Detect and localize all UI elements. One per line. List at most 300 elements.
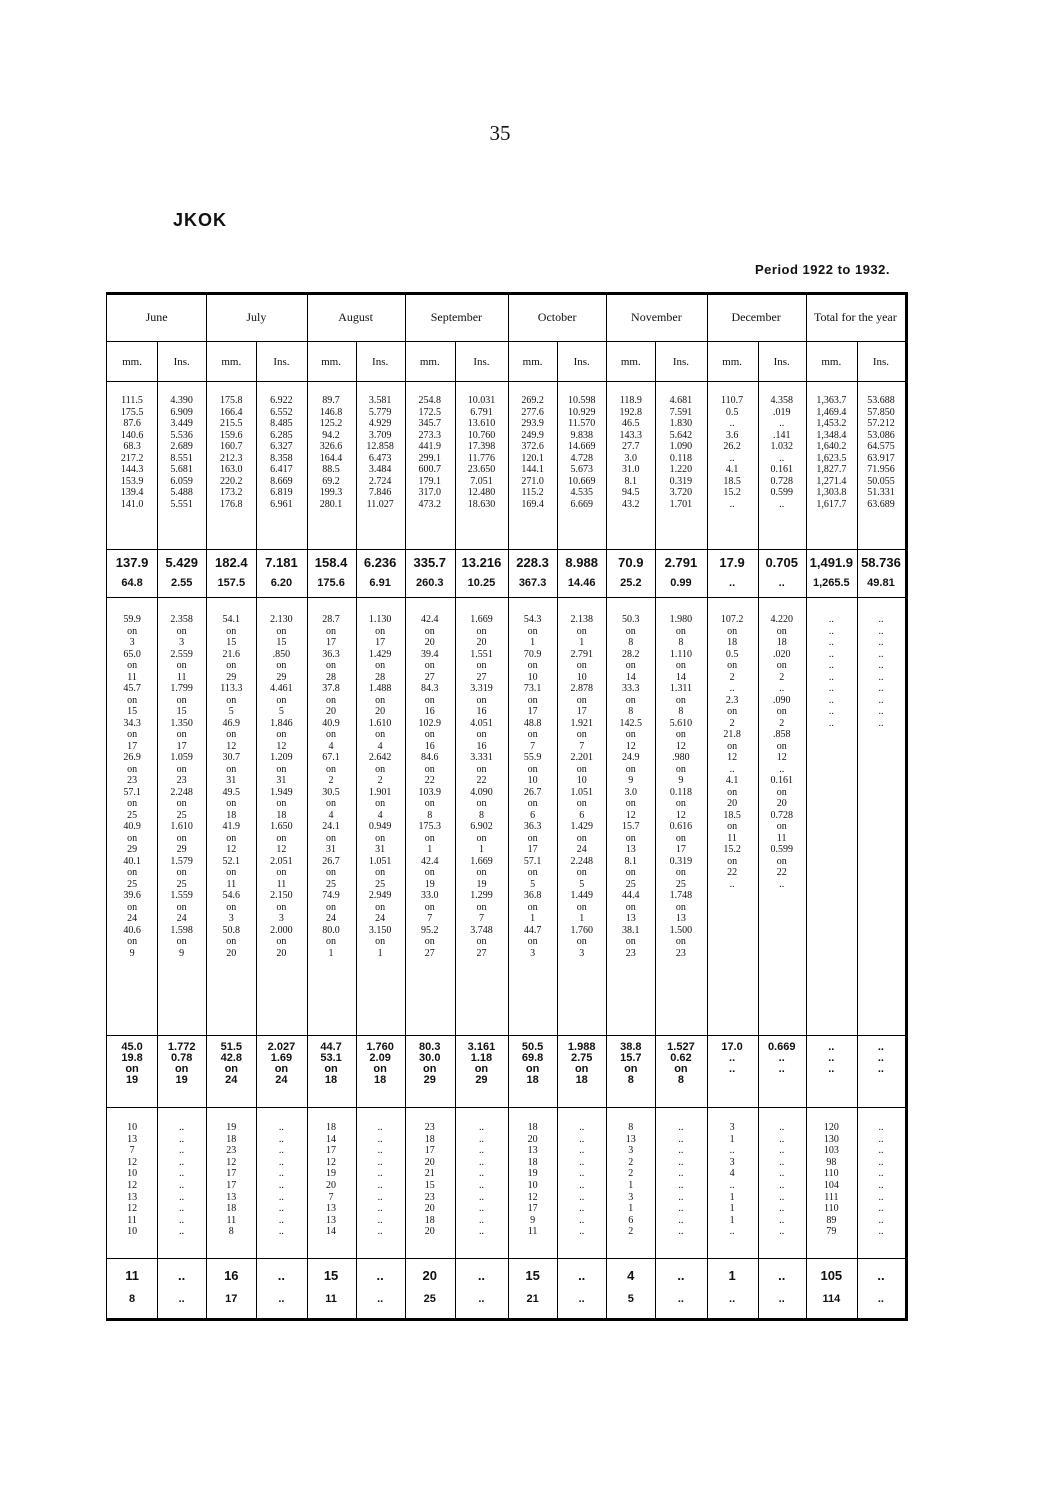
maxfall-cell-value: on bbox=[226, 832, 237, 844]
rainy-day-cell-value: 9 bbox=[530, 1214, 536, 1226]
maxfall-cell-value: on bbox=[625, 729, 636, 740]
maxmean-cell bbox=[206, 1042, 256, 1086]
maxfall-cell-value: 40.9 bbox=[123, 821, 141, 832]
annual-cell-value: 18.630 bbox=[467, 498, 496, 510]
maxfall-cell-value: 5 bbox=[530, 878, 536, 890]
rainy-day-cell-value: 10 bbox=[127, 1122, 138, 1133]
page-number: 35 bbox=[489, 121, 511, 145]
maxfall-cell-value: on bbox=[226, 936, 237, 947]
maxfall-cell-value: 2.051 bbox=[270, 855, 293, 867]
maxfall-cell-value: 12 bbox=[226, 844, 237, 855]
annual-cell-value: 293.9 bbox=[521, 418, 544, 429]
maxfall-cell-value: .. bbox=[878, 683, 884, 694]
maxfall-cell-value: 11 bbox=[127, 671, 137, 683]
annual-cell-value: 15.2 bbox=[723, 487, 741, 498]
annual-cell-value: 217.2 bbox=[120, 452, 144, 464]
days-mean-cell-value: 15 bbox=[323, 1268, 339, 1283]
rainy-day-cell-value: 17 bbox=[527, 1203, 538, 1215]
rainy-day-cell-value: .. bbox=[878, 1214, 884, 1226]
maxmean-cell bbox=[606, 1042, 655, 1086]
annual-cell-value: 10.031 bbox=[467, 395, 496, 406]
annual-cell-value: 6.819 bbox=[270, 487, 293, 498]
maxfall-cell-value: 54.1 bbox=[222, 614, 241, 625]
maxfall-cell-value: 95.2 bbox=[421, 924, 439, 936]
maxfall-cell-value: 50.3 bbox=[622, 614, 640, 625]
rainy-day-cell-value: .. bbox=[779, 1191, 785, 1203]
maxfall-cell-value: 8 bbox=[628, 637, 634, 648]
maxfall-cell-value: 25 bbox=[127, 809, 138, 821]
rainy-day-cell-value: .. bbox=[179, 1203, 185, 1215]
rainy-day-cell-value: 3 bbox=[628, 1191, 634, 1203]
rainy-day-cell-value: 13 bbox=[625, 1133, 636, 1145]
annual-cell-value: 3.720 bbox=[669, 487, 693, 498]
maxfall-cell-value: 17 bbox=[527, 844, 538, 855]
days-normal-cell bbox=[405, 1292, 455, 1306]
annual-cell-value: 144.3 bbox=[120, 464, 144, 475]
maxfall-cell-value: 20 bbox=[276, 947, 287, 959]
maxfall-cell-value: 1.799 bbox=[170, 683, 193, 694]
maxfall-cell-value: 0.5 bbox=[725, 648, 739, 660]
rainy-day-cell-value: .. bbox=[179, 1156, 185, 1168]
rainy-day-cell-value: 7 bbox=[129, 1145, 135, 1157]
maxfall-cell-value: 22 bbox=[424, 775, 435, 786]
days-normal-cell bbox=[256, 1292, 306, 1306]
maxmean-value: on bbox=[525, 1063, 540, 1075]
days-normal-cell-value: .. bbox=[578, 1293, 585, 1305]
annual-cell-value: 7.591 bbox=[669, 406, 693, 418]
maxmean-value: 1.988 bbox=[567, 1041, 596, 1053]
annual-cell bbox=[307, 395, 356, 510]
maxfall-cell-value: 2.949 bbox=[368, 890, 392, 901]
maxfall-cell-value: on bbox=[176, 729, 187, 740]
maxfall-cell-value: .. bbox=[828, 683, 834, 694]
maxfall-cell-value: on bbox=[226, 867, 237, 878]
annual-cell-value: 26.2 bbox=[723, 441, 741, 452]
maxfall-cell-value: 1.650 bbox=[270, 821, 293, 832]
maxfall-cell-value: on bbox=[424, 936, 435, 947]
normal-cell-value: 6.20 bbox=[270, 577, 293, 589]
maxfall-cell-value: 12 bbox=[625, 740, 636, 752]
rainy-day-cell-value: .. bbox=[478, 1122, 484, 1133]
days-normal-cell-value: 5 bbox=[627, 1293, 634, 1305]
rainy-day-cell-value: .. bbox=[377, 1156, 383, 1168]
normal-cell bbox=[256, 576, 306, 590]
rainy-day-cell bbox=[707, 1122, 758, 1238]
maxfall-cell-value: on bbox=[727, 855, 738, 867]
maxfall-cell-value: 12 bbox=[776, 752, 787, 763]
maxmean-value: on bbox=[423, 1063, 437, 1075]
maxfall-cell-value: 1 bbox=[427, 844, 433, 855]
rainy-day-cell-value: .. bbox=[579, 1145, 585, 1157]
maxfall-cell-value: on bbox=[326, 798, 337, 809]
maxfall-cell-value: on bbox=[326, 867, 337, 878]
maxfall-cell-value: on bbox=[326, 660, 337, 671]
rainy-day-cell-value: 11 bbox=[226, 1214, 237, 1226]
maxfall-cell-value: 52.1 bbox=[222, 855, 241, 867]
maxfall-cell-value: 4 bbox=[328, 809, 334, 821]
maxfall-cell-value: 33.3 bbox=[622, 683, 640, 694]
rainy-day-cell-value: .. bbox=[579, 1226, 585, 1238]
rainy-day-cell-value: 12 bbox=[127, 1156, 138, 1168]
maxfall-cell-value: 4.1 bbox=[725, 775, 739, 786]
annual-cell-value: 1,617.7 bbox=[816, 498, 847, 510]
mean-cell-value: 13.216 bbox=[461, 555, 502, 570]
maxfall-cell-value: 0.616 bbox=[669, 821, 693, 832]
maxfall-cell-value: 22 bbox=[776, 867, 787, 878]
rainy-day-cell-value: 1 bbox=[729, 1133, 735, 1145]
annual-cell-value: 153.9 bbox=[120, 475, 144, 487]
rainy-day-cell-value: 23 bbox=[424, 1122, 435, 1133]
maxfall-cell-value: 20 bbox=[326, 706, 337, 717]
maxfall-cell-value: .. bbox=[828, 706, 834, 717]
annual-cell-value: 140.6 bbox=[120, 429, 144, 441]
maxfall-cell-value: 9 bbox=[129, 947, 135, 959]
annual-cell-value: 273.3 bbox=[418, 429, 442, 441]
maxfall-cell-value: 2.138 bbox=[570, 614, 593, 625]
annual-cell-value: 50.055 bbox=[867, 475, 895, 487]
annual-cell-value: 372.6 bbox=[521, 441, 544, 452]
annual-cell-value: 2.724 bbox=[368, 475, 392, 487]
annual-cell-value: 12.480 bbox=[467, 487, 496, 498]
rainy-day-cell-value: 1 bbox=[628, 1179, 634, 1191]
maxfall-cell-value: 2.248 bbox=[170, 786, 193, 798]
annual-cell-value: 5.779 bbox=[368, 406, 392, 418]
rainy-day-cell bbox=[405, 1122, 455, 1238]
maxfall-cell-value: on bbox=[127, 901, 138, 913]
maxfall-cell-value: 15.7 bbox=[622, 821, 640, 832]
rainy-day-cell-value: 18 bbox=[226, 1203, 237, 1215]
maxfall-cell-value: 26.9 bbox=[123, 752, 141, 763]
maxfall-cell-value: on bbox=[424, 729, 435, 740]
unit-header: mm. bbox=[419, 355, 440, 368]
annual-cell bbox=[157, 395, 206, 510]
maxfall-cell-value: on bbox=[576, 625, 587, 637]
maxfall-cell-value: 20 bbox=[375, 706, 386, 717]
maxfall-cell-value: on bbox=[776, 855, 787, 867]
mean-cell bbox=[256, 554, 306, 571]
rainy-day-cell-value: 18 bbox=[527, 1122, 538, 1133]
maxfall-cell-value: on bbox=[326, 763, 337, 775]
annual-cell-value: 4.681 bbox=[669, 395, 693, 406]
month-header: September bbox=[430, 309, 483, 324]
maxfall-cell-value: 11 bbox=[276, 878, 287, 890]
annual-cell-value: 6.285 bbox=[270, 429, 293, 441]
maxmean-value: 38.8 bbox=[620, 1041, 642, 1053]
annual-cell-value: 271.0 bbox=[521, 475, 544, 487]
maxmean-value: 18 bbox=[526, 1074, 539, 1086]
annual-cell-value: 46.5 bbox=[622, 418, 640, 429]
annual-cell-value: 192.8 bbox=[619, 406, 643, 418]
maxfall-cell-value: 24.9 bbox=[622, 752, 640, 763]
days-normal-cell bbox=[508, 1292, 557, 1306]
days-mean-cell-value: .. bbox=[778, 1268, 786, 1283]
annual-cell-value: 175.5 bbox=[120, 406, 144, 418]
maxfall-cell-value: on bbox=[675, 694, 686, 706]
days-normal-cell bbox=[157, 1292, 206, 1306]
maxfall-cell-value: 25 bbox=[176, 809, 187, 821]
maxfall-cell-value: 1.669 bbox=[470, 614, 493, 625]
unit-header: Ins. bbox=[473, 355, 490, 368]
maxfall-cell-value: on bbox=[527, 936, 538, 947]
annual-cell-value: 5.681 bbox=[170, 464, 193, 475]
days-mean-cell-value: 105 bbox=[820, 1268, 843, 1283]
maxmean-value: .. bbox=[877, 1041, 884, 1053]
maxfall-cell-value: 27 bbox=[476, 947, 487, 959]
maxfall-cell-value: 17 bbox=[127, 740, 138, 752]
unit-header: mm. bbox=[821, 355, 842, 368]
rainy-day-cell-value: 18 bbox=[326, 1122, 337, 1133]
annual-cell-value: 4.390 bbox=[170, 395, 193, 406]
unit-header: mm. bbox=[221, 355, 242, 368]
days-mean-cell bbox=[655, 1267, 706, 1284]
annual-cell-value: 164.4 bbox=[319, 452, 343, 464]
maxfall-cell-value: 1.748 bbox=[669, 890, 693, 901]
maxfall-cell-value: 2.791 bbox=[570, 648, 593, 660]
annual-cell-value: 249.9 bbox=[521, 429, 544, 441]
days-mean-cell bbox=[508, 1267, 557, 1284]
days-mean-cell bbox=[606, 1267, 655, 1284]
rainy-day-cell-value: 13 bbox=[326, 1203, 337, 1215]
maxfall-cell-value: 59.9 bbox=[123, 614, 141, 625]
maxfall-cell bbox=[557, 614, 606, 959]
maxfall-cell-value: on bbox=[226, 798, 237, 809]
unit-header: Ins. bbox=[573, 355, 590, 368]
maxfall-cell-value: 40.1 bbox=[123, 855, 141, 867]
maxfall-cell-value: 31 bbox=[226, 775, 237, 786]
maxfall-cell-value: 2.878 bbox=[570, 683, 593, 694]
maxfall-cell bbox=[508, 614, 557, 959]
maxfall-cell-value: .. bbox=[878, 660, 884, 671]
rainy-day-cell-value: .. bbox=[779, 1179, 785, 1191]
maxfall-cell-value: 1.209 bbox=[270, 752, 293, 763]
days-mean-cell-value: 4 bbox=[627, 1268, 635, 1283]
maxfall-cell-value: on bbox=[127, 625, 138, 637]
annual-cell-value: 3.484 bbox=[368, 464, 392, 475]
rainy-day-cell-value: 13 bbox=[127, 1133, 138, 1145]
rainy-day-cell-value: 19 bbox=[326, 1168, 337, 1180]
rainy-day-cell-value: .. bbox=[878, 1179, 884, 1191]
annual-cell-value: 7.051 bbox=[470, 475, 493, 487]
rainy-day-cell-value: 1 bbox=[628, 1203, 634, 1215]
annual-cell bbox=[107, 395, 157, 510]
annual-cell-value: 23.650 bbox=[467, 464, 496, 475]
unit-header: Ins. bbox=[773, 355, 790, 368]
days-mean-cell bbox=[857, 1267, 905, 1284]
maxfall-cell-value: 15.2 bbox=[723, 844, 741, 855]
maxfall-cell-value: 19 bbox=[424, 878, 435, 890]
maxfall-cell-value: on bbox=[276, 936, 287, 947]
maxfall-cell-value: on bbox=[424, 832, 435, 844]
maxfall-cell-value: .. bbox=[828, 625, 834, 637]
maxfall-cell-value: 13 bbox=[675, 913, 686, 924]
maxfall-cell-value: 7 bbox=[530, 740, 536, 752]
maxfall-cell-value: .090 bbox=[772, 694, 791, 706]
days-mean-cell-value: .. bbox=[277, 1268, 286, 1283]
rainy-day-cell bbox=[606, 1122, 655, 1238]
annual-cell-value: 169.4 bbox=[521, 498, 544, 510]
rainy-day-cell-value: .. bbox=[377, 1168, 383, 1180]
maxmean-value: 24 bbox=[275, 1074, 288, 1086]
maxfall-cell-value: 24 bbox=[326, 913, 337, 924]
maxfall-cell-value: on bbox=[527, 832, 538, 844]
unit-header: Ins. bbox=[173, 355, 190, 368]
maxfall-cell-value: 1.921 bbox=[570, 717, 593, 729]
maxfall-cell bbox=[655, 614, 706, 959]
normal-cell bbox=[655, 576, 706, 590]
rainy-day-cell-value: .. bbox=[179, 1122, 185, 1133]
maxfall-cell-value: 1.110 bbox=[669, 648, 692, 660]
maxfall-cell-value: 2.3 bbox=[725, 694, 739, 706]
maxfall-cell-value: 2 bbox=[729, 717, 735, 729]
annual-cell-value: .. bbox=[779, 418, 785, 429]
rainy-day-cell-value: 1 bbox=[729, 1214, 735, 1226]
maxfall-cell-value: on bbox=[527, 660, 538, 671]
rainy-day-cell-value: 1 bbox=[729, 1191, 735, 1203]
maxmean-value: 50.5 bbox=[521, 1041, 544, 1053]
rainy-day-cell-value: 11 bbox=[127, 1214, 137, 1226]
maxfall-cell-value: on bbox=[276, 867, 287, 878]
annual-cell-value: 1,271.4 bbox=[816, 475, 847, 487]
mean-cell-value: 17.9 bbox=[719, 555, 745, 570]
normal-cell-value: 10.25 bbox=[467, 577, 496, 589]
days-mean-cell bbox=[405, 1267, 455, 1284]
unit-header: mm. bbox=[722, 355, 743, 368]
rainy-day-cell-value: 2 bbox=[628, 1168, 634, 1180]
maxfall-cell-value: 4.090 bbox=[470, 786, 493, 798]
block-rule bbox=[107, 1258, 905, 1259]
days-normal-cell-value: .. bbox=[778, 1293, 785, 1305]
annual-cell-value: 11.776 bbox=[467, 452, 495, 464]
mean-cell bbox=[606, 554, 655, 571]
normal-cell-value: 260.3 bbox=[416, 577, 444, 589]
maxfall-cell-value: on bbox=[776, 786, 787, 798]
days-normal-cell bbox=[557, 1292, 606, 1306]
rainy-day-cell-value: .. bbox=[579, 1133, 585, 1145]
maxmean-value: 18 bbox=[575, 1074, 588, 1086]
maxfall-cell-value: on bbox=[176, 763, 187, 775]
rainy-day-cell-value: .. bbox=[377, 1145, 383, 1157]
days-mean-cell-value: 20 bbox=[422, 1268, 437, 1283]
maxfall-cell-value: on bbox=[625, 901, 636, 913]
maxfall-cell-value: 31 bbox=[326, 844, 337, 855]
rainy-day-cell bbox=[256, 1122, 306, 1238]
maxfall-cell-value: 10 bbox=[527, 775, 538, 786]
annual-cell-value: 6.909 bbox=[170, 406, 193, 418]
rainy-day-cell-value: 18 bbox=[527, 1156, 538, 1168]
maxfall-cell-value: on bbox=[326, 832, 337, 844]
rainy-day-cell-value: 20 bbox=[424, 1156, 435, 1168]
month-header: October bbox=[537, 309, 577, 324]
maxfall-cell-value: on bbox=[276, 625, 287, 637]
annual-cell-value: 317.0 bbox=[418, 487, 442, 498]
unit-header: Ins. bbox=[872, 355, 890, 368]
days-normal-cell-value: 8 bbox=[129, 1293, 136, 1305]
mean-cell-value: 70.9 bbox=[618, 555, 644, 570]
maxfall-cell-value: on bbox=[675, 798, 686, 809]
rainy-day-cell-value: .. bbox=[179, 1226, 185, 1238]
days-mean-cell bbox=[206, 1267, 256, 1284]
annual-cell-value: 31.0 bbox=[622, 464, 640, 475]
days-mean-cell bbox=[707, 1267, 758, 1284]
maxmean-value: .. bbox=[729, 1052, 736, 1064]
annual-cell-value: 63.689 bbox=[867, 498, 895, 510]
annual-cell-value: 163.0 bbox=[220, 464, 243, 475]
annual-cell-value: 172.5 bbox=[418, 406, 442, 418]
annual-cell-value: 160.7 bbox=[220, 441, 243, 452]
maxfall-cell-value: 18 bbox=[727, 637, 738, 648]
normal-cell bbox=[307, 576, 356, 590]
days-normal-cell bbox=[758, 1292, 806, 1306]
maxfall-cell bbox=[405, 614, 455, 959]
maxfall-cell-value: 40.6 bbox=[123, 924, 141, 936]
maxmean-value: 19 bbox=[175, 1074, 188, 1086]
maxmean-cell bbox=[256, 1042, 306, 1086]
maxfall-cell-value: 1.311 bbox=[669, 683, 692, 694]
maxfall-cell-value: on bbox=[424, 625, 435, 637]
maxfall-cell-value: on bbox=[176, 694, 187, 706]
days-mean-cell-value: .. bbox=[578, 1268, 586, 1283]
rainy-day-cell-value: 14 bbox=[326, 1133, 337, 1145]
normal-cell-value: 157.5 bbox=[217, 577, 246, 589]
rainy-day-cell-value: 15 bbox=[424, 1179, 435, 1191]
maxfall-cell-value: on bbox=[226, 694, 237, 706]
maxfall-cell-value: on bbox=[476, 660, 487, 671]
rainy-day-cell-value: .. bbox=[779, 1122, 785, 1133]
normal-cell-value: 64.8 bbox=[121, 577, 143, 589]
annual-cell-value: 8.669 bbox=[270, 475, 293, 487]
maxfall-cell-value: on bbox=[727, 660, 738, 671]
maxfall-cell-value: 3.331 bbox=[470, 752, 493, 763]
maxfall-cell-value: 12 bbox=[625, 809, 636, 821]
annual-cell-value: .. bbox=[779, 452, 785, 464]
maxfall-cell-value: 5.610 bbox=[669, 717, 693, 729]
annual-cell-value: 4.535 bbox=[570, 487, 593, 498]
maxfall-cell-value: 17 bbox=[326, 637, 337, 648]
annual-cell-value: 269.2 bbox=[521, 395, 544, 406]
maxfall-cell-value: on bbox=[476, 832, 487, 844]
maxfall-cell-value: 55.9 bbox=[523, 752, 542, 763]
normal-cell bbox=[707, 576, 758, 590]
maxfall-cell-value: on bbox=[675, 936, 686, 947]
maxfall-cell-value: 1.559 bbox=[170, 890, 193, 901]
maxfall-cell-value: on bbox=[527, 625, 538, 637]
maxfall-cell-value: on bbox=[527, 901, 538, 913]
annual-cell-value: 3.581 bbox=[368, 395, 392, 406]
days-mean-cell bbox=[455, 1267, 508, 1284]
days-normal-cell bbox=[806, 1292, 857, 1306]
rainy-day-cell-value: 110 bbox=[824, 1203, 839, 1215]
maxfall-cell-value: .. bbox=[878, 694, 884, 706]
maxfall-cell-value: 1.130 bbox=[368, 614, 392, 625]
maxfall-cell-value: .020 bbox=[772, 648, 791, 660]
maxfall-cell-value: 14 bbox=[625, 671, 636, 683]
maxfall-cell-value: 0.118 bbox=[669, 786, 692, 798]
maxfall-cell-value: 107.2 bbox=[720, 614, 744, 625]
annual-cell bbox=[857, 395, 905, 510]
annual-cell-value: 5.642 bbox=[669, 429, 693, 441]
maxfall-cell-value: on bbox=[226, 763, 237, 775]
annual-cell-value: 13.610 bbox=[467, 418, 496, 429]
maxfall-cell-value: 5 bbox=[278, 706, 284, 717]
mean-cell bbox=[857, 554, 905, 571]
maxfall-cell-value: 23 bbox=[127, 775, 138, 786]
days-mean-cell bbox=[356, 1267, 405, 1284]
maxfall-cell-value: on bbox=[476, 694, 487, 706]
maxmean-value: on bbox=[324, 1063, 338, 1075]
normal-cell-value: 0.99 bbox=[670, 577, 692, 589]
annual-cell-value: 89.7 bbox=[322, 395, 340, 406]
rainy-day-cell-value: .. bbox=[377, 1122, 383, 1133]
